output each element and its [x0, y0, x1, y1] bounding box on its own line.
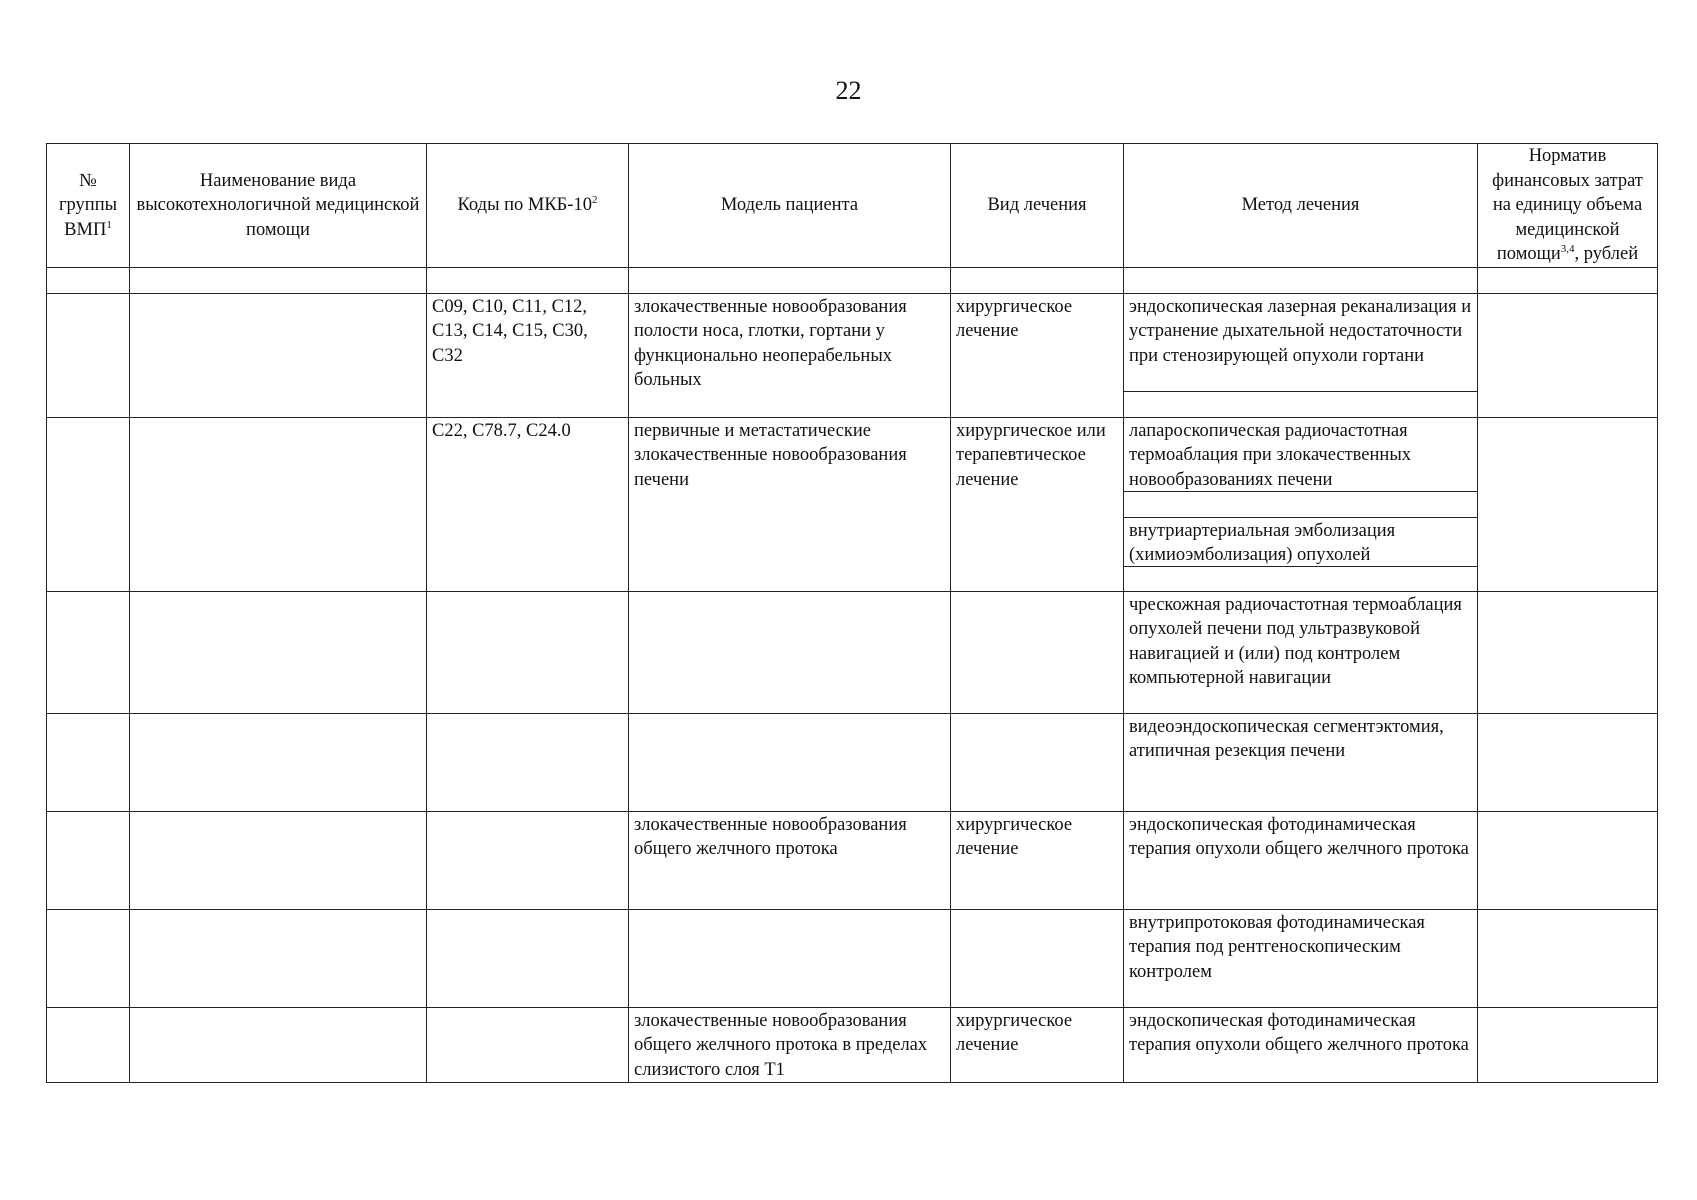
header-patient-model: Модель пациента [629, 144, 951, 268]
method-cell-empty [1124, 392, 1477, 417]
patient-model-cell: злокачественные новообразования общего желчного протока в пределах слизистого слоя Т1 [634, 1010, 928, 1080]
icd-codes-cell: C09, C10, C11, C12, C13, C14, C15, C30, C32 [432, 296, 588, 366]
table-row [47, 713, 1658, 811]
method-cell: эндоскопическая фотодинамическая терапия опухоли общего желчного протока [1129, 1010, 1469, 1055]
header-icd-codes: Коды по МКБ-$10^2$ [427, 144, 629, 268]
table-header-row [47, 144, 1658, 268]
treatment-type-cell: хирургическое лечение [956, 296, 1073, 341]
method-cell: эндоскопическая фотодинамическая терапия опухоли общего желчного протока [1129, 814, 1469, 859]
table-row [47, 591, 1658, 713]
table-row [47, 811, 1658, 909]
patient-model-cell: первичные и метастатические злокачественные новообразования печени [634, 420, 907, 490]
method-cell: лапароскопическая радиочастотная термоаблация при злокачественных новообразованиях печени [1124, 418, 1477, 492]
icd-codes-cell: C22, C78.7, C24.0 [432, 420, 571, 441]
table-row [47, 909, 1658, 1007]
vmp-table [46, 143, 1658, 1083]
table-row [47, 417, 1658, 591]
spacer-row [47, 267, 1658, 293]
header-group-number: № группы ВМП$^1$ [47, 144, 130, 268]
treatment-type-cell: хирургическое лечение [956, 1010, 1073, 1055]
header-care-type: Наименование вида высокотехнологичной медицинской помощи [130, 144, 427, 268]
method-cell: видеоэндоскопическая сегментэктомия, атипичная резекция печени [1129, 716, 1444, 761]
patient-model-cell: злокачественные новообразования общего желчного протока [634, 814, 907, 859]
method-cell: чрескожная радиочастотная термоаблация опухолей печени под ультразвуковой навигацией и (или) под контролем компьютерной навигации [1129, 594, 1462, 688]
table-row [47, 1007, 1658, 1083]
method-cell: внутрипротоковая фотодинамическая терапия под рентгеноскопическим контролем [1129, 912, 1425, 982]
method-cell: эндоскопическая лазерная реканализация и устранение дыхательной недостаточности при стенозирующей опухоли гортани [1124, 294, 1477, 392]
header-treatment-method: Метод лечения [1124, 144, 1478, 268]
patient-model-cell: злокачественные новообразования полости носа, глотки, гортани у функционально неоперабельных больных [634, 296, 907, 390]
method-cell-empty [1124, 567, 1477, 591]
table-row [47, 293, 1658, 417]
method-cell-empty [1124, 492, 1477, 518]
method-cell: внутриартериальная эмболизация (химиоэмболизация) опухолей [1124, 518, 1477, 567]
header-cost-norm: Норматив финансовых затрат на единицу объема медицинской помощи$^{3,4}$, рублей [1478, 144, 1658, 268]
page-number: 22 [835, 76, 862, 105]
treatment-type-cell: хирургическое лечение [956, 814, 1073, 859]
header-treatment-type: Вид лечения [951, 144, 1124, 268]
treatment-type-cell: хирургическое или терапевтическое лечение [956, 420, 1106, 490]
